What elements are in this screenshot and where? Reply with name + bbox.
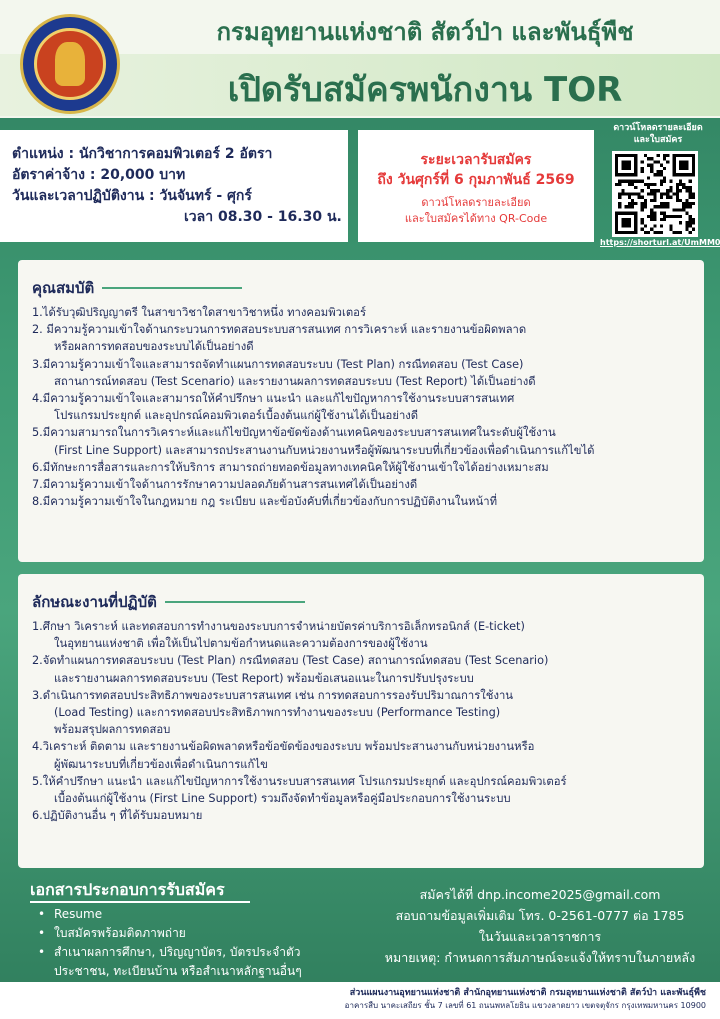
documents-title: เอกสารประกอบการรับสมัคร (30, 880, 225, 899)
agency-logo (20, 14, 120, 114)
document-item: Resume (54, 907, 103, 921)
apply-email[interactable]: สมัครได้ที่ dnp.income2025@gmail.com (419, 887, 661, 902)
period-note-line2: และใบสมัครได้ทาง QR-Code (404, 212, 548, 225)
document-item-continued: ประชาชน, ทะเบียนบ้าน หรือสำเนาหลักฐานอื่นๆ (54, 964, 302, 978)
salary-text: อัตราค่าจ้าง : 20,000 บาท (12, 167, 186, 183)
bullet-icon: • (38, 945, 46, 959)
list-item (38, 943, 348, 962)
documents-list (38, 905, 348, 981)
period-note (358, 194, 594, 228)
agency-name: กรมอุทยานแห่งชาติ สัตว์ป่า และพันธุ์พืช (216, 18, 634, 46)
document-item: ใบสมัครพร้อมติดภาพถ่าย (54, 926, 186, 940)
page-title: เปิดรับสมัครพนักงาน TOR (227, 70, 623, 110)
list-item: 7.มีความรู้ความเข้าใจด้านการรักษาความปลอดภัยด้านสารสนเทศได้เป็นอย่างดี (32, 478, 418, 492)
bullet-icon: • (38, 926, 46, 940)
list-item: 8.มีความรู้ความเข้าใจในกฎหมาย กฎ ระเบียบ และข้อบังคับที่เกี่ยวข้องกับการปฏิบัติงานในหน้าที่ (32, 495, 498, 509)
duties-card (18, 574, 704, 868)
footer (0, 982, 720, 1019)
list-item: โปรแกรมประยุกต์ และอุปกรณ์คอมพิวเตอร์เบื้องต้นแก่ผู้ใช้งานได้เป็นอย่างดี (54, 409, 419, 423)
logo-emblem (34, 28, 106, 100)
duties-title: ลักษณะงานที่ปฏิบัติ (32, 593, 157, 611)
list-item: สถานการณ์ทดสอบ (Test Scenario) และรายงานผลการทดสอบระบบ (Test Report) ได้เป็นอย่างดี (54, 374, 536, 388)
inquiry-phone: สอบถามข้อมูลเพิ่มเติม โทร. 0-2561-0777 ต่อ 1785 (395, 908, 685, 923)
workdays-text: วันและเวลาปฏิบัติงาน : วันจันทร์ - ศุกร์ (12, 188, 252, 204)
qr-caption (600, 122, 716, 146)
list-item: 2. มีความรู้ความเข้าใจด้านกระบวนการทดสอบระบบสารสนเทศ การวิเคราะห์ และรายงานข้อผิดพลาด (32, 323, 527, 337)
contact-info (360, 884, 720, 968)
qualifications-title: คุณสมบัติ (32, 279, 95, 297)
list-item: 4.มีความรู้ความเข้าใจและสามารถให้คำปรึกษา แนะนำ และแก้ไขปัญหาการใช้งานระบบสารสนเทศ (32, 392, 515, 406)
list-item (38, 905, 348, 924)
documents-underline (30, 901, 250, 903)
heading-underline (102, 287, 242, 289)
list-item: 1.ศึกษา วิเคราะห์ และทดสอบการทำงานของระบบการจำหน่ายบัตรค่าบริการอิเล็กทรอนิกส์ (E-ticket) (32, 620, 525, 633)
qr-caption-line2: และใบสมัคร (633, 135, 683, 145)
qr-code[interactable] (612, 151, 698, 237)
header (0, 0, 720, 118)
list-item: 6.มีทักษะการสื่อสารและการให้บริการ สามารถถ่ายทอดข้อมูลทางเทคนิคให้ผู้ใช้งานเข้าใจได้อย่างเหมาะสม (32, 460, 549, 474)
heading-underline (165, 601, 305, 603)
list-item: ผู้พัฒนาระบบที่เกี่ยวข้องเพื่อดำเนินการแก้ไข (54, 757, 268, 771)
worktime-text: เวลา 08.30 - 16.30 น. (184, 209, 342, 225)
list-item: 4.วิเคราะห์ ติดตาม และรายงานข้อผิดพลาดหรือข้อขัดข้องของระบบ พร้อมประสานงานกับหน่วยงานหรือ (32, 740, 535, 754)
position-text: ตำแหน่ง : นักวิชาการคอมพิวเตอร์ 2 อัตรา (12, 146, 273, 162)
list-item: 3.มีความรู้ความเข้าใจและสามารถจัดทำแผนการทดสอบระบบ (Test Plan) กรณีทดสอบ (Test Case) (32, 357, 524, 371)
application-period-box (358, 130, 594, 242)
list-item: หรือผลการทดสอบของระบบได้เป็นอย่างดี (54, 340, 254, 354)
office-hours: ในวันและเวลาราชการ (478, 929, 602, 944)
list-item: เบื้องต้นแก่ผู้ใช้งาน (First Line Support) รวมถึงจัดทำข้อมูลหรือคู่มือประกอบการใช้งานระบบ (54, 792, 511, 806)
list-item: ในอุทยานแห่งชาติ เพื่อให้เป็นไปตามข้อกำหนดและความต้องการของผู้ใช้งาน (54, 637, 428, 651)
duties-list (32, 618, 690, 824)
list-item: 2.จัดทำแผนการทดสอบระบบ (Test Plan) กรณีทดสอบ (Test Case) สถานการณ์ทดสอบ (Test Scenario) (32, 654, 549, 668)
list-item: 1.ได้รับวุฒิปริญญาตรี ในสาขาวิชาใดสาขาวิชาหนึ่ง ทางคอมพิวเตอร์ (32, 306, 367, 319)
document-item: สำเนาผลการศึกษา, ปริญญาบัตร, บัตรประจำตัว (54, 945, 301, 959)
bullet-icon: • (38, 907, 46, 921)
interview-note: หมายเหตุ: กำหนดการสัมภาษณ์จะแจ้งให้ทราบในภายหลัง (384, 950, 696, 965)
list-item: 3.ดำเนินการทดสอบประสิทธิภาพของระบบสารสนเทศ เช่น การทดสอบการรองรับปริมาณการใช้งาน (32, 688, 514, 702)
period-deadline: ถึง วันศุกร์ที่ 6 กุมภาพันธ์ 2569 (377, 172, 575, 188)
qualifications-card (18, 260, 704, 562)
list-item (38, 924, 348, 943)
footer-office: ส่วนแผนงานอุทยานแห่งชาติ สำนักอุทยานแห่งชาติ กรมอุทยานแห่งชาติ สัตว์ป่า และพันธุ์พืช (349, 988, 706, 998)
period-title: ระยะเวลารับสมัคร (420, 152, 532, 168)
list-item: 6.ปฏิบัติงานอื่น ๆ ที่ได้รับมอบหมาย (32, 809, 203, 823)
list-item: 5.มีความสามารถในการวิเคราะห์และแก้ไขปัญหาข้อขัดข้องด้านเทคนิคของระบบสารสนเทศในระดับผู้ใช้งาน (32, 426, 556, 440)
list-item: (First Line Support) และสามารถประสานงานกับหน่วยงานหรือผู้พัฒนาระบบที่เกี่ยวข้องเพื่อดำเนินการแก้ไขได้ (54, 443, 595, 457)
period-note-line1: ดาวน์โหลดรายละเอียด (421, 196, 531, 209)
list-item: พร้อมสรุปผลการทดสอบ (54, 723, 171, 737)
list-item: (Load Testing) และการทดสอบประสิทธิภาพการทำงานของระบบ (Performance Testing) (54, 706, 501, 720)
qr-code-icon (615, 154, 695, 234)
duties-heading (32, 590, 690, 614)
qualifications-list (32, 304, 690, 510)
footer-address: อาคารสืบ นาคะเสถียร ชั้น 7 เลขที่ 61 ถนนพหลโยธิน แขวงลาดยาว เขตจตุจักร กรุงเทพมหานคร 10900 (344, 1001, 706, 1010)
qualifications-heading (32, 276, 690, 300)
list-item: และรายงานผลการทดสอบระบบ (Test Report) พร้อมข้อเสนอแนะในการปรับปรุงระบบ (54, 671, 474, 685)
list-item: 5.ให้คำปรึกษา แนะนำ และแก้ไขปัญหาการใช้งานระบบสารสนเทศ โปรแกรมประยุกต์ และอุปกรณ์คอมพิวเตอร์ (32, 774, 567, 788)
job-info-box (0, 130, 348, 242)
logo-figure-icon (55, 42, 85, 86)
qr-link[interactable]: https://shorturl.at/UmMM0 (600, 238, 720, 247)
qr-caption-line1: ดาวน์โหลดรายละเอียด (613, 123, 703, 133)
